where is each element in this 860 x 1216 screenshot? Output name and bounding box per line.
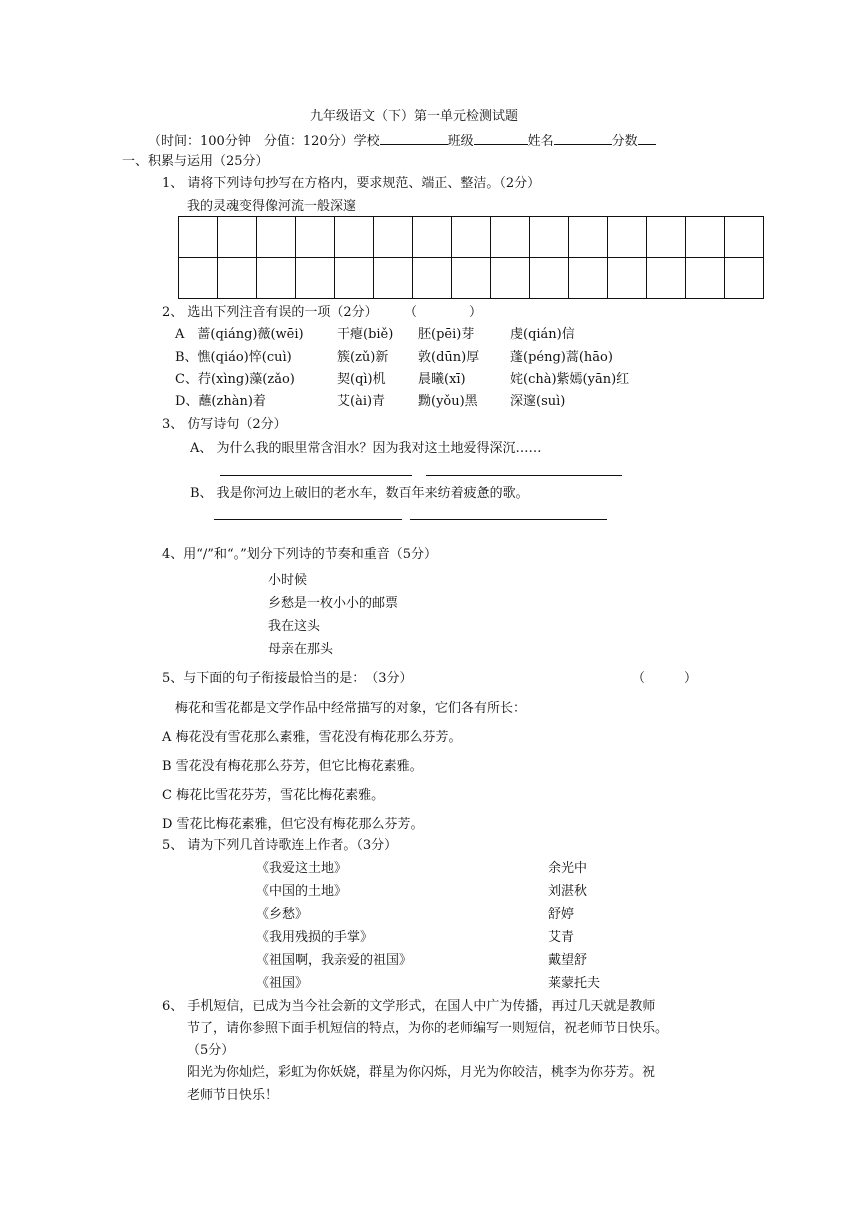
question-4: 4、用“/”和“。”划分下列诗的节奏和重音（5分） — [162, 547, 438, 562]
option-c-1: C、荇(xìng)藻(zǎo) — [175, 372, 295, 387]
author-name: 莱蒙托夫 — [548, 976, 601, 991]
exam-info-line — [148, 130, 656, 151]
choice-d: D 雪花比梅花素雅，但它没有梅花那么芬芳。 — [162, 817, 424, 832]
poem-line: 母亲在那头 — [268, 642, 334, 657]
poem-title: 《乡愁》 — [256, 907, 309, 922]
option-b-4: 蓬(péng)蒿(hāo) — [510, 350, 613, 365]
name-label: 姓名 — [527, 134, 554, 149]
option-d-3: 黝(yǒu)黑 — [418, 394, 478, 409]
grid-row — [179, 258, 764, 299]
option-b-2: 簇(zǔ)新 — [337, 350, 389, 365]
answer-paren[interactable]: （ ） — [404, 305, 483, 320]
answer-line[interactable] — [220, 475, 412, 476]
option-a-1: A 蔷(qiáng)薇(wēi) — [175, 327, 304, 342]
grid-row — [179, 217, 764, 258]
section-heading: 一、积累与运用（25分） — [122, 154, 269, 169]
author-name: 艾青 — [548, 930, 575, 945]
option-a-2: 干瘪(biě) — [337, 327, 394, 342]
option-d-4: 深邃(suì) — [510, 394, 566, 409]
option-c-4: 姹(chà)紫嫣(yān)红 — [510, 372, 630, 387]
author-name: 刘湛秋 — [548, 884, 588, 899]
question-6: 6、 手机短信，已成为当今社会新的文学形式，在国人中广为传播，再过几天就是教师 — [162, 999, 656, 1014]
option-a-3: 胚(pēi)芽 — [418, 327, 475, 342]
class-label: 班级 — [447, 134, 474, 149]
question-stem: 梅花和雪花都是文学作品中经常描写的对象，它们各有所长： — [175, 701, 527, 716]
poem-title: 《我用残损的手掌》 — [256, 930, 374, 945]
score-blank[interactable] — [638, 130, 656, 145]
poem-title: 《祖国啊，我亲爱的祖国》 — [256, 953, 413, 968]
answer-line[interactable] — [410, 519, 607, 520]
poem-line: 我在这头 — [268, 619, 321, 634]
poem-line: 乡愁是一枚小小的邮票 — [268, 596, 399, 611]
author-name: 舒婷 — [548, 907, 575, 922]
option-d-2: 艾(ài)青 — [337, 394, 386, 409]
author-name: 余光中 — [548, 861, 588, 876]
answer-paren[interactable]: （ ） — [632, 671, 698, 686]
poem-title: 《中国的土地》 — [256, 884, 348, 899]
poem-line: 我的灵魂变得像河流一般深邃 — [187, 199, 357, 214]
school-blank[interactable] — [380, 130, 448, 145]
choice-c: C 梅花比雪花芬芳，雪花比梅花素雅。 — [162, 788, 385, 803]
question-1: 1、 请将下列诗句抄写在方格内，要求规范、端正、整洁。（2分） — [162, 176, 541, 191]
time-score-school-label: （时间：100分钟 分值：120分）学校 — [148, 134, 380, 149]
class-blank[interactable] — [474, 130, 528, 145]
answer-line[interactable] — [214, 519, 402, 520]
writing-grid[interactable] — [178, 216, 764, 299]
author-name: 戴望舒 — [548, 953, 588, 968]
question-3: 3、 仿写诗句（2分） — [162, 417, 287, 432]
example-sms-cont: 老师节日快乐！ — [187, 1088, 279, 1103]
option-c-2: 契(qì)机 — [337, 372, 386, 387]
question-6-score: （5分） — [187, 1043, 235, 1058]
name-blank[interactable] — [554, 130, 612, 145]
imitation-a: A、 为什么我的眼里常含泪水？因为我对这土地爱得深沉…… — [190, 441, 542, 456]
example-sms: 阳光为你灿烂，彩虹为你妖娆，群星为你闪烁，月光为你皎洁，桃李为你芬芳。祝 — [187, 1065, 656, 1080]
question-5: 5、与下面的句子衔接最恰当的是： （3分） — [162, 671, 413, 686]
question-2: 2、 选出下列注音有误的一项（2分） — [162, 305, 378, 320]
choice-a: A 梅花没有雪花那么素雅，雪花没有梅花那么芬芳。 — [162, 730, 462, 745]
option-b-1: B、憔(qiáo)悴(cuì) — [175, 350, 292, 365]
score-label: 分数 — [611, 134, 638, 149]
poem-line: 小时候 — [268, 573, 308, 588]
option-a-4: 虔(qián)信 — [510, 327, 575, 342]
option-b-3: 敦(dūn)厚 — [418, 350, 480, 365]
poem-title: 《我爱这土地》 — [256, 861, 348, 876]
choice-b: B 雪花没有梅花那么芬芳，但它比梅花素雅。 — [162, 759, 423, 774]
imitation-b: B、 我是你河边上破旧的老水车，数百年来纺着疲惫的歌。 — [190, 486, 529, 501]
page-title: 九年级语文（下）第一单元检测试题 — [310, 109, 519, 124]
option-c-3: 晨曦(xī) — [418, 372, 466, 387]
answer-line[interactable] — [426, 475, 622, 476]
question-5b: 5、 请为下列几首诗歌连上作者。（3分） — [162, 838, 398, 853]
poem-title: 《祖国》 — [256, 976, 309, 991]
option-d-1: D、蘸(zhàn)着 — [175, 394, 266, 409]
question-6-cont: 节了，请你参照下面手机短信的特点，为你的老师编写一则短信，祝老师节日快乐。 — [187, 1021, 669, 1036]
